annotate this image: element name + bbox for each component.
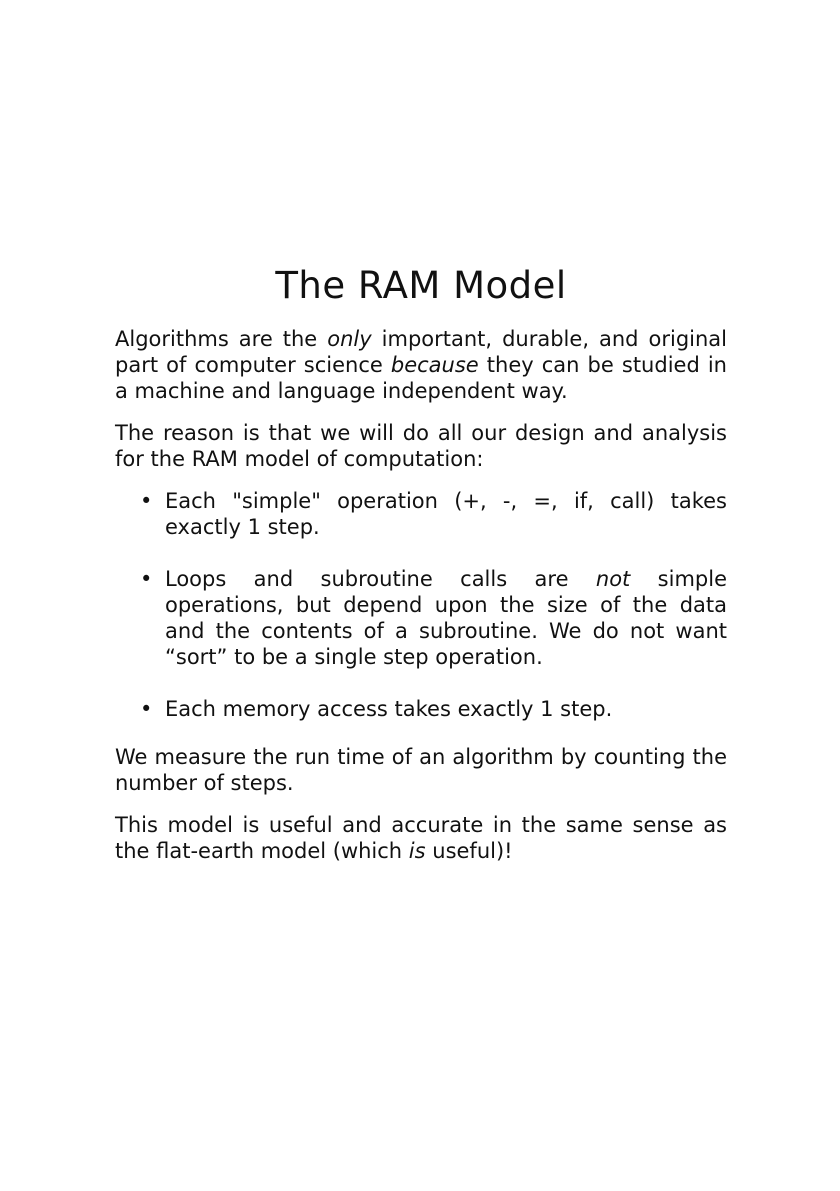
list-item-simple-operation xyxy=(140,488,727,540)
list-item-memory-access xyxy=(140,696,727,722)
intro-text-1: Algorithms are the xyxy=(115,327,328,351)
document-page xyxy=(115,262,727,880)
bullet-icon: • xyxy=(140,697,153,721)
operation-list xyxy=(115,488,727,722)
flat-earth-text-2: useful)! xyxy=(425,839,513,863)
list-item-emphasis-not: not xyxy=(595,567,631,591)
intro-text-3: they can be studied in a machine and language independent way. xyxy=(115,353,727,403)
intro-emphasis-only: only xyxy=(327,327,372,351)
flat-earth-emphasis-is: is xyxy=(408,839,426,863)
measure-paragraph: We measure the run time of an algorithm by counting the number of steps. xyxy=(115,745,727,795)
list-item-text-2: simple operations, but depend upon the size of the data and the contents of a subroutine. We do not want “sort” to be a single step operation. xyxy=(165,567,727,669)
reason-paragraph: The reason is that we will do all our design and analysis for the RAM model of computation: xyxy=(115,421,727,471)
list-item-text: Each "simple" operation (+, -, =, if, call) takes exactly 1 step. xyxy=(165,489,727,539)
list-item-text: Each memory access takes exactly 1 step. xyxy=(165,697,613,721)
list-item-loops xyxy=(140,566,727,670)
bullet-icon: • xyxy=(140,489,153,513)
intro-text-2: important, durable, and original part of computer science xyxy=(115,327,727,377)
bullet-icon: • xyxy=(140,567,153,591)
list-item-text-1: Loops and subroutine calls are xyxy=(165,567,596,591)
flat-earth-text-1: This model is useful and accurate in the same sense as the flat-earth model (which xyxy=(115,813,727,863)
page-title: The RAM Model xyxy=(275,264,567,307)
intro-emphasis-because: because xyxy=(390,353,479,377)
intro-paragraph xyxy=(115,326,727,404)
flat-earth-paragraph xyxy=(115,812,727,864)
